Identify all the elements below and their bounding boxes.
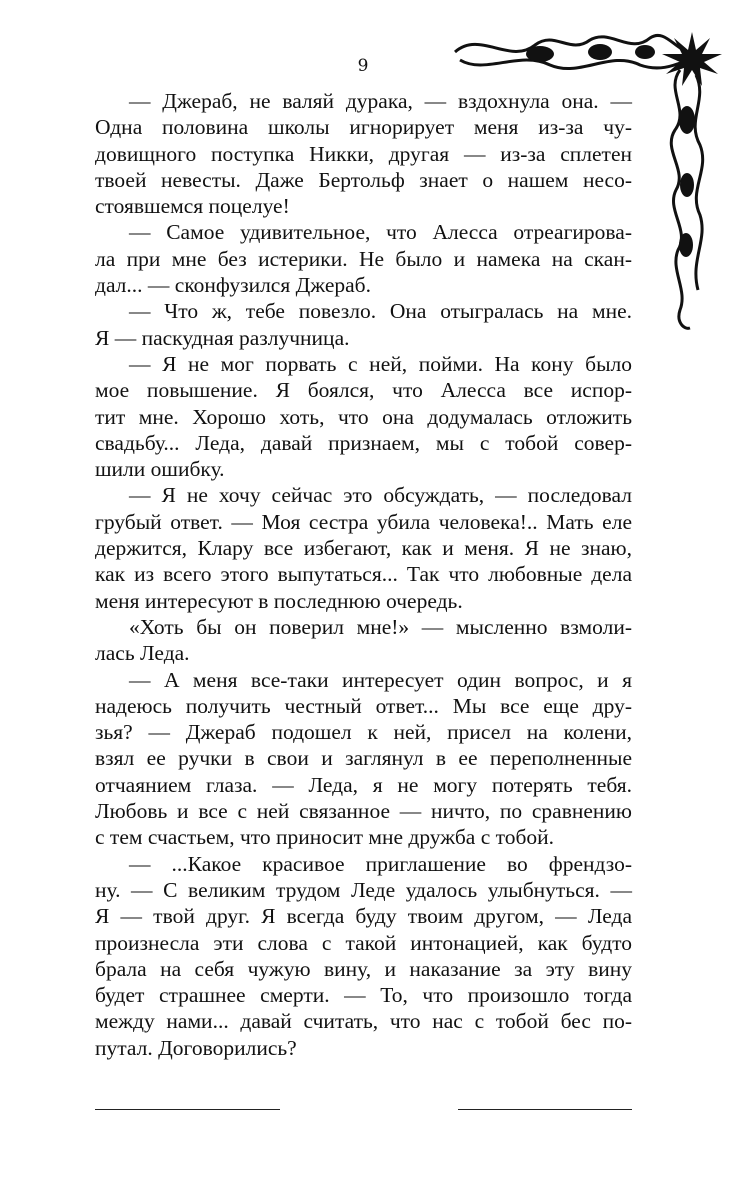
paragraph <box>95 298 632 351</box>
text-line: Я — твой друг. Я всегда буду твоим другом, — Леда <box>95 904 632 929</box>
text-line: — Я не мог порвать с ней, пойми. На кону было <box>129 351 632 376</box>
text-line: ла при мне без истерики. Не было и намека на скан- <box>95 246 632 271</box>
text-line: мое повышение. Я боялся, что Алесса все испор- <box>95 378 632 403</box>
text-line: довищного поступка Никки, другая — из-за сплетен <box>95 141 632 166</box>
text-line: «Хоть бы он поверил мне!» — мысленно взмоли- <box>129 614 632 639</box>
text-line: путал. Договорились? <box>95 1035 297 1060</box>
text-line: — Что ж, тебе повезло. Она отыгралась на мне. <box>129 299 632 324</box>
text-line: — Джераб, не валяй дурака, — вздохнула она. — <box>129 89 632 113</box>
text-line: — Самое удивительное, что Алесса отреагирова- <box>129 220 632 245</box>
text-line: — Я не хочу сейчас это обсуждать, — последовал <box>129 483 632 508</box>
text-line: будет страшнее смерти. — То, что произошло тогда <box>95 983 632 1008</box>
text-line: Я — паскудная разлучница. <box>95 325 350 350</box>
paragraph <box>95 88 632 219</box>
text-line: Любовь и все с ней связанное — ничто, по сравнению <box>95 799 632 824</box>
text-line: отчаянием глаза. — Леда, я не могу потерять тебя. <box>95 772 632 797</box>
text-line: зья? — Джераб подошел к ней, присел на колени, <box>95 720 632 745</box>
page-number: 9 <box>357 56 369 76</box>
paragraph <box>95 351 632 482</box>
text-line: — А меня все-таки интересует один вопрос, и я <box>129 667 632 692</box>
text-line: произнесла эти слова с такой интонацией, как будто <box>95 930 632 955</box>
text-line: брала на себя чужую вину, и наказание за эту вину <box>95 956 632 981</box>
text-line: ну. — С великим трудом Леде удалось улыбнуться. — <box>95 877 632 902</box>
text-line: шили ошибку. <box>95 457 225 482</box>
text-line: грубый ответ. — Моя сестра убила человека!.. Мать еле <box>95 509 632 534</box>
body-text <box>95 88 632 1061</box>
text-line: лась Леда. <box>95 641 190 666</box>
text-line: тит мне. Хорошо хоть, что она додумалась отложить <box>95 404 632 429</box>
footer-rule-left <box>95 1109 280 1110</box>
text-line: с тем счастьем, что приносит мне дружба с тобой. <box>95 825 555 850</box>
text-line: Одна половина школы игнорирует меня из-за чу- <box>95 115 632 140</box>
text-line: твоей невесты. Даже Бертольф знает о нашем несо- <box>95 167 632 192</box>
text-line: стоявшемся поцелуе! <box>95 194 290 219</box>
text-line: как из всего этого выпутаться... Так что любовные дела <box>95 562 632 587</box>
text-line: надеюсь получить честный ответ... Мы все еще дру- <box>95 693 632 718</box>
footer-rule-right <box>458 1109 632 1110</box>
text-line: дал... — сконфузился Джераб. <box>95 273 371 298</box>
text-line: держится, Клару все избегают, как и меня. Я не знаю, <box>95 536 632 561</box>
text-line: меня интересуют в последнюю очередь. <box>95 588 463 613</box>
text-line: взял ее ручки в свои и заглянул в ее переполненные <box>95 746 632 771</box>
paragraph <box>95 482 632 613</box>
paragraph <box>95 219 632 298</box>
text-line: — ...Какое красивое приглашение во френдзо- <box>129 851 632 876</box>
text-line: свадьбу... Леда, давай признаем, мы с тобой совер- <box>95 430 632 455</box>
text-line: между нами... давай считать, что нас с тобой бес по- <box>95 1009 632 1034</box>
paragraph <box>95 851 632 1061</box>
paragraph <box>95 667 632 851</box>
paragraph <box>95 614 632 667</box>
